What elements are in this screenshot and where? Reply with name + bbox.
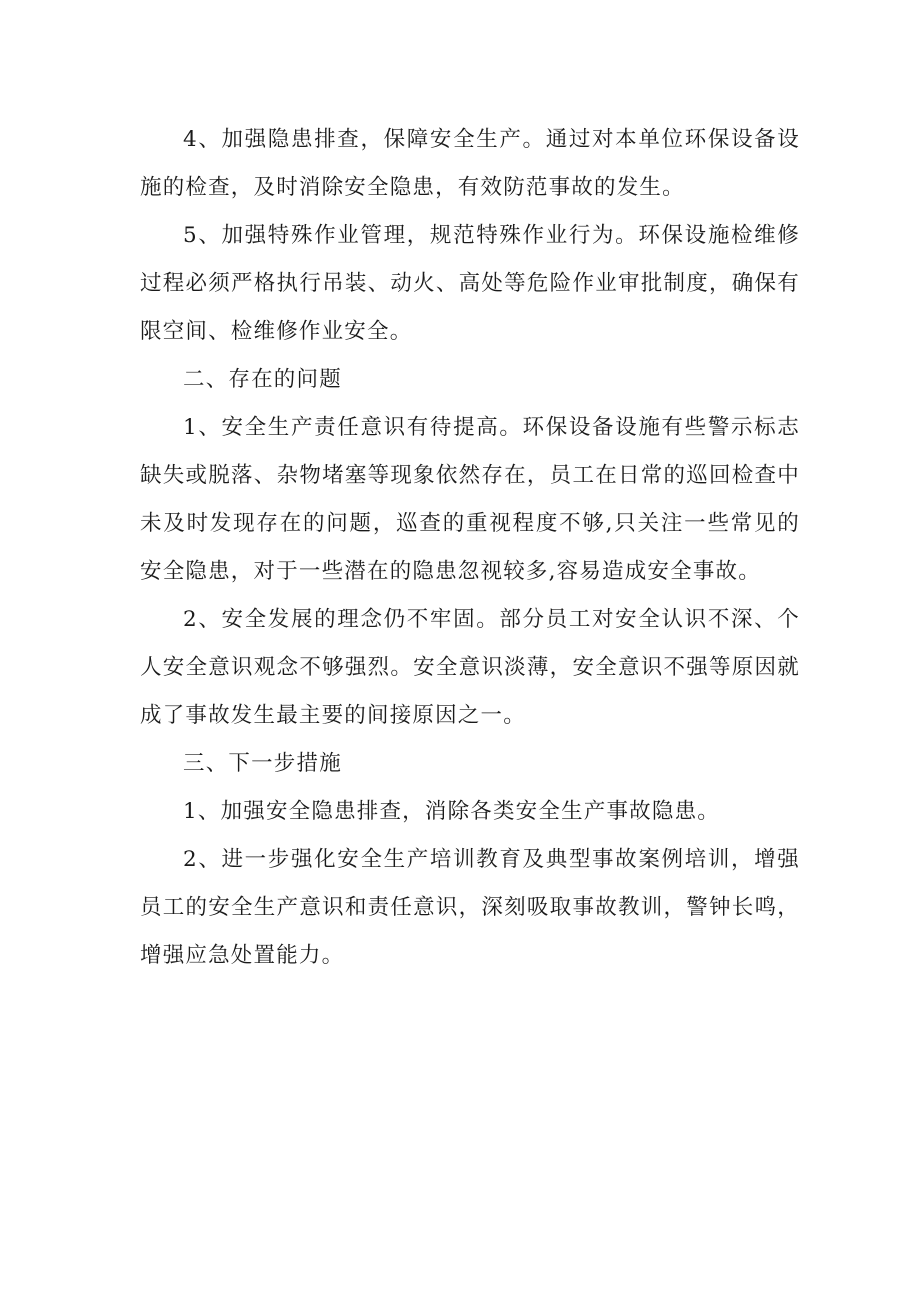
section-heading-problems: 二、存在的问题: [183, 367, 342, 392]
section-heading-next-steps: 三、下一步措施: [183, 751, 342, 776]
paragraph-problem-2: 2、安全发展的理念仍不牢固。部分员工对安全认识不深、个人安全意识观念不够强烈。安全意识淡薄，安全意识不强等原因就成了事故发生最主要的间接原因之一。: [140, 607, 800, 728]
paragraph-step-1: 1、加强安全隐患排查，消除各类安全生产事故隐患。: [183, 799, 720, 824]
paragraph-problem-1: 1、安全生产责任意识有待提高。环保设备设施有些警示标志缺失或脱落、杂物堵塞等现象依然存在，员工在日常的巡回检查中未及时发现存在的问题，巡查的重视程度不够,只关注一些常见的安全隐患，对于一些潜在的隐患忽视较多,容易造成安全事故。: [140, 415, 800, 584]
paragraph-item-4: 4、加强隐患排查，保障安全生产。通过对本单位环保设备设施的检查，及时消除安全隐患，有效防范事故的发生。: [140, 127, 800, 200]
document-body: [140, 116, 800, 980]
paragraph-item-5: 5、加强特殊作业管理，规范特殊作业行为。环保设施检维修过程必须严格执行吊装、动火、高处等危险作业审批制度，确保有限空间、检维修作业安全。: [140, 223, 800, 344]
paragraph-step-2: 2、进一步强化安全生产培训教育及典型事故案例培训，增强员工的安全生产意识和责任意识，深刻吸取事故教训，警钟长鸣，增强应急处置能力。: [140, 847, 800, 968]
